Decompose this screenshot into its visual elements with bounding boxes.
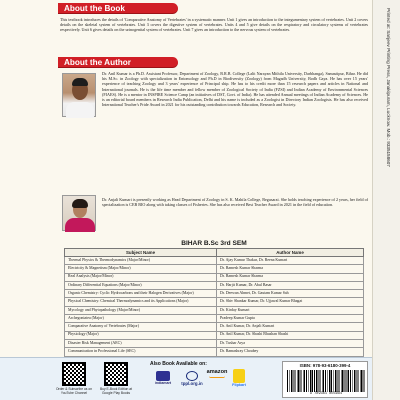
- bottom-strip: [0, 357, 372, 400]
- isbn-box: [282, 361, 368, 398]
- youtube-qr-caption: Order & Subscribe us on YouTube Channel: [55, 387, 93, 395]
- isbn-label: ISBN: 978-93-6180-399-4: [299, 363, 351, 368]
- author-2-bio: Dr. Anjali Kumari is presently working as Head Department of Zoology in S. K. Mahila College, Begusarai. She holds teaching experience of 2 years, her field of specialization is CEB BIO along with taking classes of Fisheries. She has also received Best Teacher Award in 2021 in the field of education.: [102, 197, 368, 208]
- flipkart-logo[interactable]: Flipkart: [228, 369, 250, 387]
- about-author-heading: About the Author: [58, 57, 178, 68]
- table-row: Electricity & Magnetism (Major/Minor) Dr. Ramesh Kumar Sharma: [65, 265, 364, 273]
- google-play-qr-code-icon[interactable]: [104, 362, 128, 386]
- flipkart-bag-icon: [233, 369, 245, 383]
- store-logos: [150, 369, 250, 395]
- author-1-block: [58, 71, 370, 195]
- indiamart-icon: [156, 371, 170, 381]
- printer-credit: Printed at: Sanjeev Printing Press, Janakipuram, Lucknow. Mob.: 9335158607: [386, 8, 391, 167]
- author-1-photo: [62, 73, 96, 117]
- subject-column-header: Subject Name: [65, 249, 217, 257]
- tppl-logo[interactable]: tppl.org.in: [180, 371, 204, 386]
- about-author-section: [58, 57, 370, 68]
- table-row: Real Analysis (Major/Minor) Dr. Ramesh Kumar Sharma: [65, 273, 364, 281]
- about-book-section: [58, 3, 370, 33]
- author-column-header: Author Name: [217, 249, 364, 257]
- amazon-logo[interactable]: amazon: [206, 369, 228, 378]
- main-content: [58, 0, 370, 400]
- table-row: Disaster Risk Management (AEC) Dr. Tushar Arya: [65, 339, 364, 347]
- available-title: Also Book Available on:: [150, 361, 207, 367]
- book-spine: [372, 0, 400, 400]
- table-header-row: [65, 249, 364, 257]
- table-row: Organic Chemistry: Cyclic Hydrocarbons and their Halogen Derivatives (Major) Dr. Deewan Ahmet, Dr. Gautam Kumar Sah: [65, 290, 364, 298]
- about-book-heading: About the Book: [58, 3, 178, 14]
- table-row: Mycology and Phytopathology (Major/Minor) Dr. Kirday Kumari: [65, 306, 364, 314]
- table-row: Thermal Physics & Thermodynamics (Major/Minor) Dr. Ajay Kumar Thakur, Dr. Reena Kumari: [65, 257, 364, 265]
- barcode-icon: [287, 370, 365, 392]
- available-on-block: [150, 361, 250, 395]
- syllabus-table: [64, 248, 364, 357]
- google-play-qr-caption: Buy E-Book Edition at Google Play Books: [99, 387, 133, 395]
- syllabus-title: BIHAR B.Sc 3rd SEM: [181, 240, 247, 247]
- amazon-smile-icon: [209, 376, 225, 378]
- author-2-block: [58, 195, 370, 235]
- indiamart-logo[interactable]: indiamart: [150, 371, 176, 385]
- author-1-bio: Dr. Anil Kumar is a Ph.D. Assistant Professor, Department of Zoology, B.R.B. College (Lalit Narayan Mithila University, Darbhanga), Samastipur, Bihar. He did his M.Sc. in Zoology with specialization in Entomology and Ph.D in Biodiversity (Zoology) from Magadh University, Bodh Gaya. He has over 15 years' experience of teaching Zoology and 3 years' experience of Principal ship. He has to his credit more than 15 research papers and articles in National and International journals. He is the life time member and fellow member of Zoological Society of India (FZSI) and Indian Academy of Environmental Sciences (FIAES). He is a mentor in INSPIRE Science Camp (an initiatives of DST, Govt. of India). He has attended Annual meetings of Indian Academy of Sciences. He is an editorial board members in Research India Publication, Delhi and his name is included as a Zoologist in Directory Indian Zoologists. He has also received International Teacher's Pride Award in 2021 for his outstanding contribution towards Education, Research and Society.: [102, 71, 368, 108]
- youtube-qr-code-icon[interactable]: [62, 362, 86, 386]
- table-row: Physical Chemistry: Chemical Thermodynamics and its Applications (Major) Dr. Shiv Shankar Kumar, Dr. Ujjawal Kumar Bhagat: [65, 298, 364, 306]
- table-row: Comparative Anatomy of Vertebrates (Major) Dr. Anil Kumar, Dr. Anjali Kumari: [65, 323, 364, 331]
- author-2-photo: [62, 195, 96, 231]
- tppl-icon: [186, 371, 198, 381]
- about-book-text: This textbook introduces the details of 'Comparative Anatomy of Vertebrates' in a systematic manner. Unit 1 gives an introduction to the integumentary system of vertebrates. Unit 2 covers details on the skeletal system of vertebrates. Unit 3 covers the digestive system of vertebrates. Units 4 and 5 give details on the respiratory and circulatory systems of vertebrates respectively. Unit 6 gives details on the urinogenital system of vertebrates. Unit 7 gives an introduction to the nervous system of vertebrates.: [60, 17, 368, 33]
- table-row: Physiology (Major) Dr. Anil Kumar, Dr. Shashi Bhushan Shashi: [65, 331, 364, 339]
- table-row: Ordinary Differential Equations (Major/Minor) Dr. Harjit Kumar, Dr. Abul Basar: [65, 281, 364, 289]
- table-row: Communication in Professional Life (SEC) Dr. Ramashray Choubey: [65, 348, 364, 356]
- barcode-number: 9 789361 803994: [309, 392, 343, 396]
- table-row: Archegoniatea (Major) Pradeep Kumar Gupta: [65, 315, 364, 323]
